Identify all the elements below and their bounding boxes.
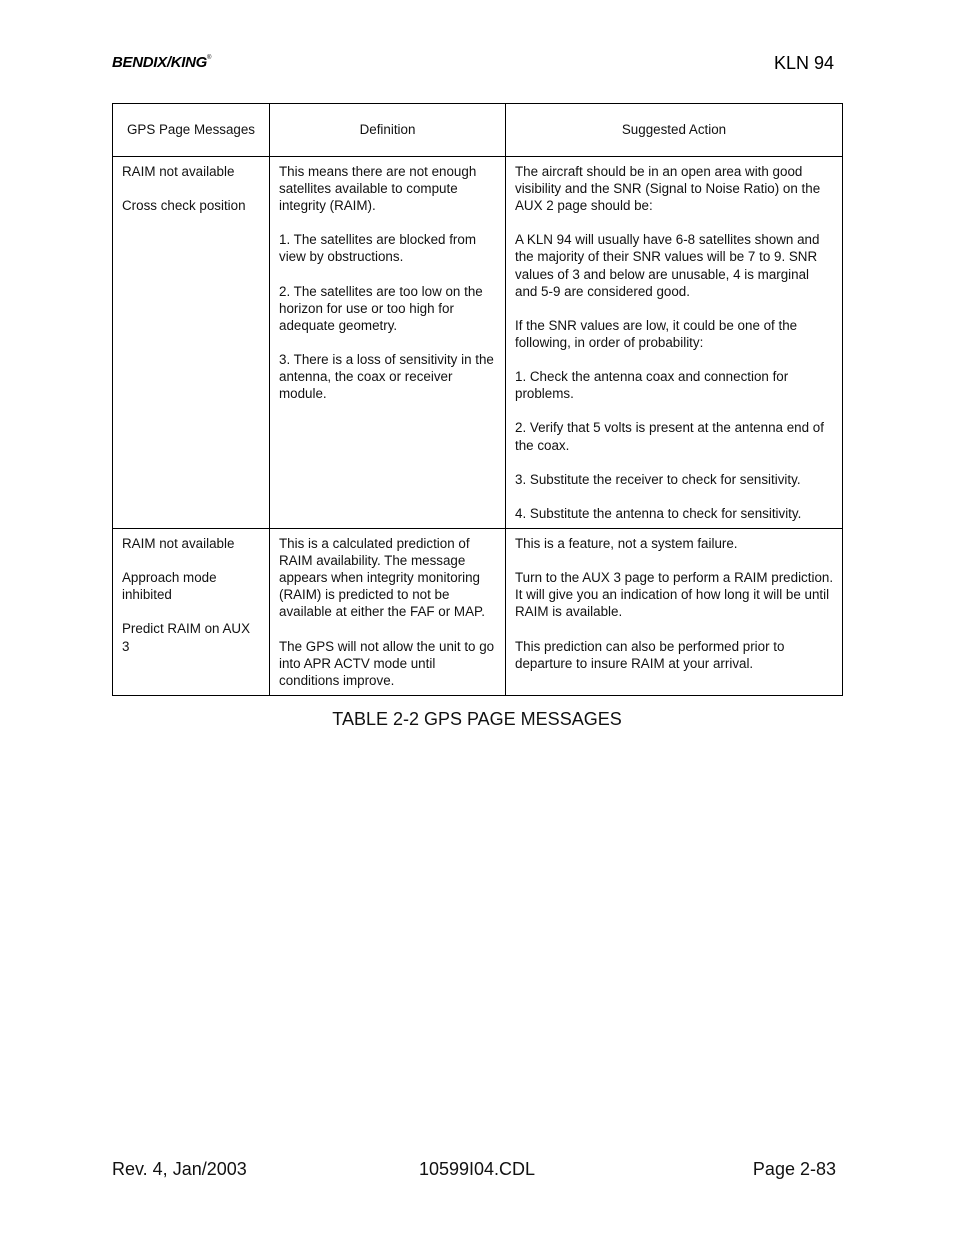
table-row	[113, 528, 843, 695]
message-text: Predict RAIM on AUX 3	[122, 621, 251, 654]
action-text: 1. Check the antenna coax and connection for problems.	[515, 369, 789, 402]
action-text: A KLN 94 will usually have 6-8 satellites shown and the majority of their SNR values will be 7 to 9. SNR values of 3 and below are unusable, 4 is marginal and 5-9 are considered good.	[515, 232, 820, 299]
action-text: 4. Substitute the antenna to check for sensitivity.	[515, 505, 802, 521]
table-caption: TABLE 2-2 GPS PAGE MESSAGES	[332, 709, 622, 729]
header-suggested-action: Suggested Action	[506, 104, 843, 157]
header-definition: Definition	[270, 104, 506, 157]
action-text: The aircraft should be in an open area with good visibility and the SNR (Signal to Noise Ratio) on the AUX 2 page should be:	[515, 164, 821, 214]
message-text: Cross check position	[122, 198, 246, 214]
registered-mark: ®	[207, 55, 212, 61]
table-row	[113, 157, 843, 529]
definition-text: This is a calculated prediction of RAIM availability. The message appears when integrity monitoring (RAIM) is predicted to not be available at either the FAF or MAP.	[279, 535, 485, 620]
document-id: 10599I04.CDL	[418, 1159, 536, 1179]
message-text: RAIM not available	[122, 535, 235, 551]
action-text: 2. Verify that 5 volts is present at the antenna end of the coax.	[515, 420, 824, 453]
definition-text: The GPS will not allow the unit to go into APR ACTV mode until conditions improve.	[279, 638, 495, 688]
definition-text: This means there are not enough satellites available to compute integrity (RAIM).	[279, 164, 477, 214]
messages-cell	[113, 157, 270, 529]
definition-cell	[270, 528, 506, 695]
definition-cell	[270, 157, 506, 529]
page-number: Page 2-83	[752, 1159, 836, 1179]
definition-text: 2. The satellites are too low on the horizon for use or too high for adequate geometry.	[279, 283, 483, 333]
brand-name: BENDIX/KING	[112, 54, 208, 71]
action-text: Turn to the AUX 3 page to perform a RAIM prediction. It will give you an indication of how long it will be until RAIM is available.	[515, 570, 834, 620]
action-text: This prediction can also be performed prior to departure to insure RAIM at your arrival.	[515, 638, 785, 671]
table-header-row	[113, 104, 843, 157]
action-text: 3. Substitute the receiver to check for sensitivity.	[515, 471, 801, 487]
definition-text: 1. The satellites are blocked from view by obstructions.	[279, 232, 476, 265]
action-text: If the SNR values are low, it could be one of the following, in order of probability:	[515, 317, 798, 350]
message-text: Approach mode inhibited	[122, 570, 217, 603]
messages-cell	[113, 528, 270, 695]
action-text: This is a feature, not a system failure.	[515, 535, 738, 551]
brand-logo	[112, 54, 211, 71]
revision-label: Rev. 4, Jan/2003	[112, 1159, 247, 1179]
header-gps-page-messages: GPS Page Messages	[113, 104, 270, 157]
action-cell	[506, 528, 843, 695]
action-cell	[506, 157, 843, 529]
message-text: RAIM not available	[122, 164, 235, 179]
definition-text: 3. There is a loss of sensitivity in the antenna, the coax or receiver module.	[279, 352, 494, 402]
model-name: KLN 94	[773, 53, 834, 73]
gps-page-messages-table	[112, 103, 843, 696]
